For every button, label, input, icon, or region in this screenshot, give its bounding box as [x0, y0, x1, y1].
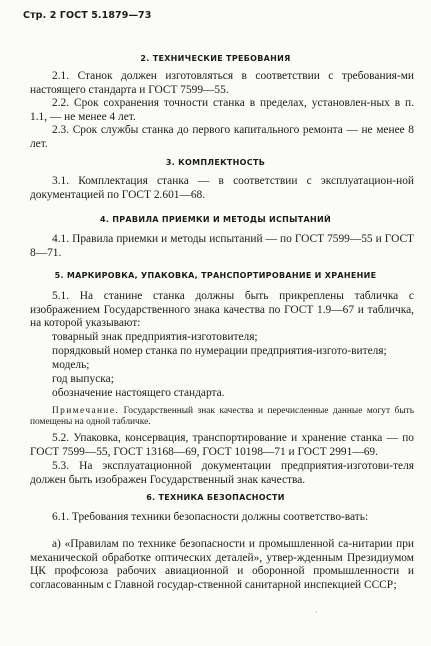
- list-item-year: год выпуска;: [52, 373, 114, 385]
- paragraph-2-1: 2.1. Станок должен изготовляться в соответствии с требования-ми настоящего стандарта и ГОСТ 7599—55.: [30, 70, 414, 96]
- section-heading-completeness: 3. КОМПЛЕКТНОСТЬ: [165, 158, 266, 167]
- paragraph-6-1-a: а) «Правилам по технике безопасности и промышленной са-нитарии при механической обработке оптических деталей», утвер-жденным Президиумом ЦК профсоюза рабочих авиационной и оборонной промышленности и согласованным с Главной государ-ственной санитарной инспекцией СССР;: [30, 538, 414, 591]
- section-heading-technical-requirements: 2. ТЕХНИЧЕСКИЕ ТРЕБОВАНИЯ: [140, 54, 291, 63]
- paragraph-3-1: 3.1. Комплектация станка — в соответствии с эксплуатацион-ной документацией по ГОСТ 2.601—68.: [30, 175, 414, 201]
- section-heading-safety: 6. ТЕХНИКА БЕЗОПАСНОСТИ: [146, 493, 285, 502]
- paragraph-5-1: 5.1. На станине станка должны быть прикреплены табличка с изображением Государственного знака качества по ГОСТ 1.9—67 и табличка, на которой указывают:: [30, 290, 414, 330]
- list-item-standard-designation: обозначение настоящего стандарта.: [52, 387, 225, 399]
- paragraph-5-3: 5.3. На эксплуатационной документации предприятия-изготови-теля должен быть изображен Государственный знак качества.: [30, 460, 414, 486]
- paragraph-2-3: 2.3. Срок службы станка до первого капитального ремонта — не менее 8 лет.: [30, 124, 414, 150]
- paragraph-5-2: 5.2. Упаковка, консервация, транспортирование и хранение станка — по ГОСТ 7599—55, ГОСТ 13168—69, ГОСТ 10198—71 и ГОСТ 2991—69.: [30, 432, 414, 458]
- section-heading-acceptance-rules: 4. ПРАВИЛА ПРИЕМКИ И МЕТОДЫ ИСПЫТАНИЙ: [99, 215, 331, 224]
- section-heading-marking-packing: 5. МАРКИРОВКА, УПАКОВКА, ТРАНСПОРТИРОВАНИЕ И ХРАНЕНИЕ: [54, 271, 377, 280]
- paragraph-4-1: 4.1. Правила приемки и методы испытаний — по ГОСТ 7599—55 и ГОСТ 8—71.: [30, 233, 414, 259]
- note-text: Государственный знак качества и перечисленные данные могут быть помещены на одной табличке.: [30, 406, 415, 428]
- paragraph-6-1: 6.1. Требования техники безопасности должны соответство-вать:: [52, 511, 369, 523]
- list-item-model: модель;: [52, 359, 90, 371]
- page-header: Стр. 2 ГОСТ 5.1879—73: [23, 10, 152, 21]
- note-label: Примечание.: [52, 406, 120, 416]
- paragraph-2-2: 2.2. Срок сохранения точности станка в пределах, установлен-ных в п. 1.1, — не менее 4 лет.: [30, 97, 414, 123]
- list-item-trademark: товарный знак предприятия-изготовителя;: [52, 331, 258, 343]
- list-item-serial-number: порядковый номер станка по нумерации предприятия-изгото-вителя;: [52, 345, 387, 357]
- note: [30, 406, 414, 429]
- scan-speck: ˌ: [315, 604, 318, 613]
